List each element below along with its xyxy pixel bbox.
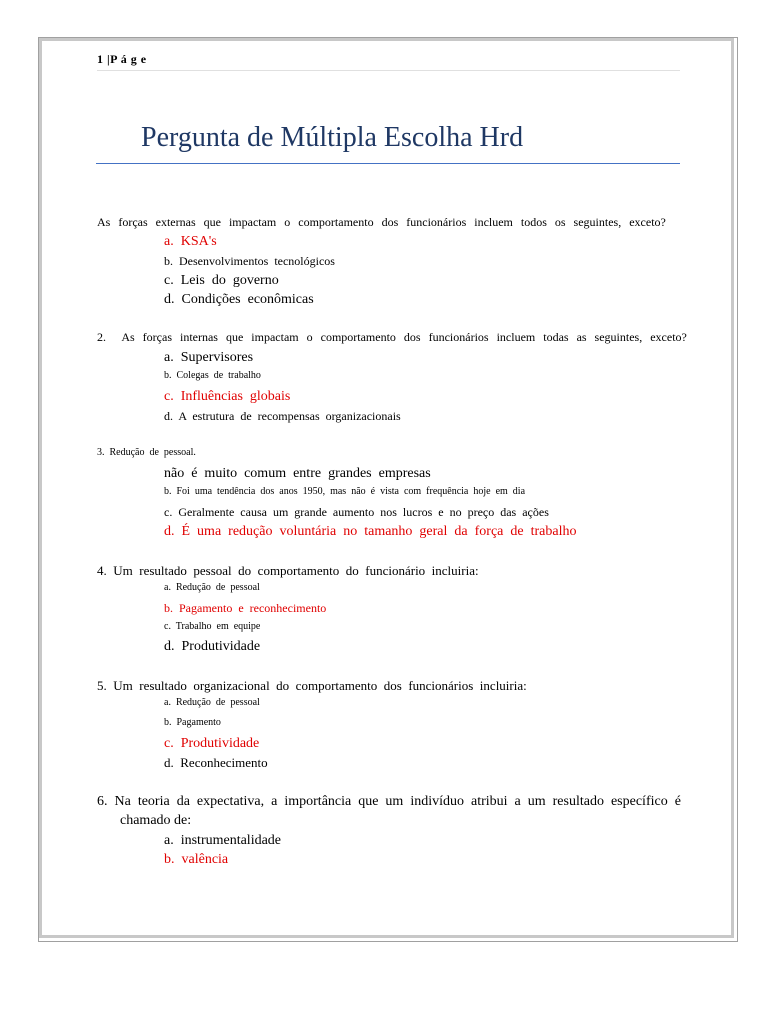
q4-option-a: a. Redução de pessoal (164, 582, 260, 593)
q5-option-b: b. Pagamento (164, 717, 221, 728)
q1-option-b: b. Desenvolvimentos tecnológicos (164, 254, 335, 268)
document-title: Pergunta de Múltipla Escolha Hrd (141, 122, 524, 153)
question-4: 4. Um resultado pessoal do comportamento do funcionário incluiria: (97, 563, 479, 578)
header-rule (97, 70, 680, 71)
q2-option-a: a. Supervisores (164, 350, 254, 365)
q2-option-d: d. A estrutura de recompensas organizacionais (164, 409, 401, 423)
q5-option-c: c. Produtividade (164, 736, 260, 751)
question-2: 2. As forças internas que impactam o comportamento dos funcionários incluem todas as seguintes, exceto? (97, 330, 687, 344)
question-6-line-2: chamado de: (120, 813, 192, 828)
q3-option-c: c. Geralmente causa um grande aumento nos lucros e no preço das ações (164, 505, 549, 519)
q6-option-b: b. valência (164, 852, 229, 867)
q3-option-b: b. Foi uma tendência dos anos 1950, mas não é vista com frequência hoje em dia (164, 486, 526, 497)
q1-option-a: a. KSA's (164, 234, 217, 249)
question-5: 5. Um resultado organizacional do comportamento dos funcionários incluiria: (97, 678, 527, 693)
q6-option-a: a. instrumentalidade (164, 833, 282, 848)
q2-option-b: b. Colegas de trabalho (164, 370, 261, 381)
question-6-line-1: 6. Na teoria da expectativa, a importância que um indivíduo atribui a um resultado específico é (97, 794, 681, 809)
q4-option-b: b. Pagamento e reconhecimento (164, 601, 327, 615)
q4-option-c: c. Trabalho em equipe (164, 621, 261, 632)
page-header: 1 |P á g e (97, 52, 147, 66)
question-1: As forças externas que impactam o comportamento dos funcionários incluem todos os seguintes, exceto? (97, 215, 666, 229)
q1-option-d: d. Condições econômicas (164, 292, 314, 307)
q3-option-a: não é muito comum entre grandes empresas (164, 466, 431, 481)
q3-option-d: d. É uma redução voluntária no tamanho geral da força de trabalho (164, 524, 577, 539)
q1-option-c: c. Leis do governo (164, 273, 279, 288)
title-rule (96, 163, 680, 164)
question-3: 3. Redução de pessoal. (97, 447, 196, 458)
q4-option-d: d. Produtividade (164, 639, 261, 654)
q2-option-c: c. Influências globais (164, 389, 291, 404)
q5-option-a: a. Redução de pessoal (164, 697, 260, 708)
q5-option-d: d. Reconhecimento (164, 755, 268, 770)
